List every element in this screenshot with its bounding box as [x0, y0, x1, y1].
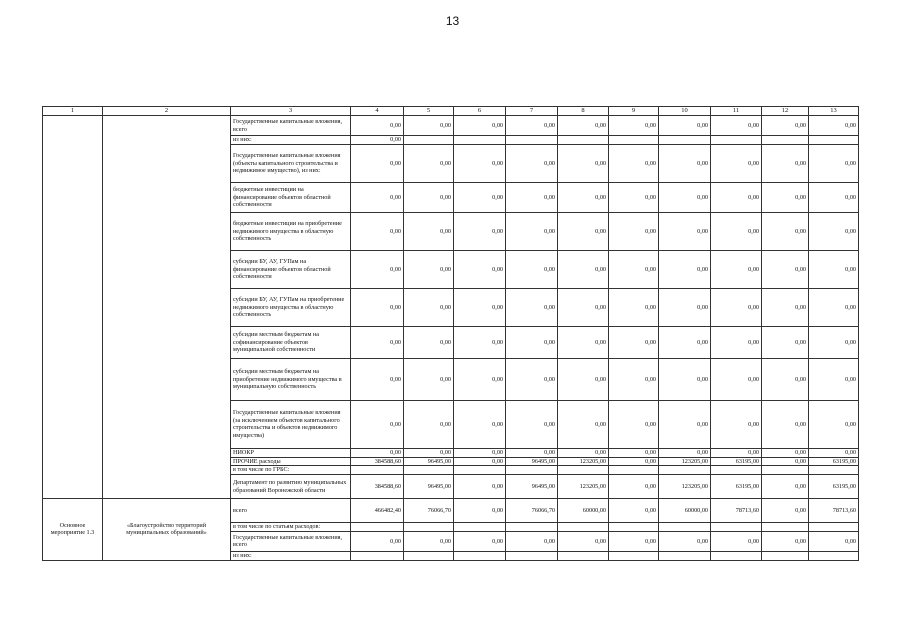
column-number: 4 — [351, 107, 404, 116]
amount-cell: 0,00 — [404, 212, 454, 250]
amount-cell — [506, 523, 558, 532]
amount-cell: 0,00 — [809, 358, 859, 400]
amount-cell: 0,00 — [659, 531, 711, 551]
amount-cell: 0,00 — [506, 144, 558, 182]
amount-cell — [809, 551, 859, 560]
measure-name-cell: «Благоустройство территорий муниципальных образований» — [103, 499, 231, 561]
amount-cell: 0,00 — [711, 212, 762, 250]
amount-cell: 0,00 — [762, 358, 809, 400]
amount-cell: 0,00 — [609, 288, 659, 326]
amount-cell — [404, 551, 454, 560]
amount-cell — [659, 551, 711, 560]
amount-cell: 0,00 — [558, 531, 609, 551]
amount-cell: 0,00 — [454, 326, 506, 358]
amount-cell — [558, 551, 609, 560]
amount-cell: 63195,00 — [809, 475, 859, 499]
amount-cell: 0,00 — [609, 531, 659, 551]
amount-cell: 0,00 — [454, 400, 506, 448]
amount-cell: 0,00 — [762, 457, 809, 466]
amount-cell: 0,00 — [711, 400, 762, 448]
amount-cell: 0,00 — [711, 116, 762, 136]
amount-cell: 0,00 — [506, 212, 558, 250]
amount-cell: 0,00 — [762, 400, 809, 448]
amount-cell: 0,00 — [351, 250, 404, 288]
amount-cell — [659, 466, 711, 475]
amount-cell: 0,00 — [506, 250, 558, 288]
amount-cell: 0,00 — [609, 182, 659, 212]
amount-cell: 0,00 — [809, 212, 859, 250]
amount-cell — [351, 466, 404, 475]
expense-label: НИОКР — [231, 448, 351, 457]
expense-label: из них: — [231, 136, 351, 145]
amount-cell — [659, 523, 711, 532]
amount-cell: 63195,00 — [711, 475, 762, 499]
amount-cell: 0,00 — [809, 326, 859, 358]
amount-cell: 0,00 — [762, 116, 809, 136]
amount-cell: 0,00 — [351, 400, 404, 448]
amount-cell: 0,00 — [558, 250, 609, 288]
amount-cell: 0,00 — [762, 326, 809, 358]
amount-cell: 0,00 — [762, 250, 809, 288]
amount-cell: 0,00 — [454, 499, 506, 523]
amount-cell: 0,00 — [762, 288, 809, 326]
amount-cell: 0,00 — [809, 144, 859, 182]
header-row — [43, 107, 859, 116]
amount-cell: 0,00 — [404, 144, 454, 182]
amount-cell: 60000,00 — [659, 499, 711, 523]
page-number: 13 — [445, 14, 460, 28]
amount-cell: 0,00 — [609, 475, 659, 499]
amount-cell: 0,00 — [404, 116, 454, 136]
amount-cell — [404, 466, 454, 475]
amount-cell — [351, 523, 404, 532]
amount-cell — [609, 136, 659, 145]
amount-cell: 0,00 — [609, 448, 659, 457]
amount-cell — [762, 551, 809, 560]
amount-cell — [762, 136, 809, 145]
amount-cell: 0,00 — [454, 116, 506, 136]
amount-cell: 0,00 — [558, 116, 609, 136]
amount-cell — [711, 523, 762, 532]
amount-cell: 0,00 — [351, 326, 404, 358]
amount-cell — [809, 136, 859, 145]
amount-cell: 0,00 — [762, 499, 809, 523]
amount-cell: 0,00 — [351, 531, 404, 551]
measure-code-cell: Основное мероприятие 1.3 — [43, 499, 103, 561]
amount-cell: 384588,60 — [351, 475, 404, 499]
expense-label: субсидии БУ, АУ, ГУПам на приобретение недвижимого имущества в областную собственность — [231, 288, 351, 326]
amount-cell: 0,00 — [454, 358, 506, 400]
expense-label: в том числе по статьям расходов: — [231, 523, 351, 532]
amount-cell: 0,00 — [609, 499, 659, 523]
amount-cell: 0,00 — [809, 531, 859, 551]
amount-cell — [454, 136, 506, 145]
column-number: 10 — [659, 107, 711, 116]
amount-cell — [558, 466, 609, 475]
amount-cell — [404, 523, 454, 532]
amount-cell: 0,00 — [558, 358, 609, 400]
amount-cell: 0,00 — [351, 116, 404, 136]
amount-cell: 0,00 — [762, 475, 809, 499]
amount-cell: 0,00 — [404, 182, 454, 212]
table-row — [43, 499, 859, 523]
amount-cell — [506, 136, 558, 145]
amount-cell — [454, 523, 506, 532]
column-number: 2 — [103, 107, 231, 116]
amount-cell: 0,00 — [506, 182, 558, 212]
measure-name-cell — [103, 116, 231, 499]
amount-cell — [351, 551, 404, 560]
amount-cell: 0,00 — [609, 250, 659, 288]
amount-cell: 78713,60 — [809, 499, 859, 523]
amount-cell — [711, 466, 762, 475]
amount-cell: 0,00 — [609, 326, 659, 358]
table-row — [43, 116, 859, 136]
expense-label: субсидии местным бюджетам на приобретение недвижимого имущества в муниципальную собственность — [231, 358, 351, 400]
amount-cell: 0,00 — [454, 144, 506, 182]
amount-cell — [609, 523, 659, 532]
amount-cell: 0,00 — [454, 531, 506, 551]
amount-cell: 0,00 — [404, 250, 454, 288]
amount-cell: 0,00 — [609, 116, 659, 136]
amount-cell: 60000,00 — [558, 499, 609, 523]
amount-cell: 0,00 — [351, 288, 404, 326]
amount-cell: 0,00 — [454, 457, 506, 466]
amount-cell: 0,00 — [609, 457, 659, 466]
amount-cell: 0,00 — [711, 326, 762, 358]
amount-cell: 76066,70 — [404, 499, 454, 523]
amount-cell: 0,00 — [762, 212, 809, 250]
amount-cell: 0,00 — [659, 448, 711, 457]
amount-cell: 0,00 — [659, 250, 711, 288]
amount-cell: 0,00 — [659, 288, 711, 326]
column-number: 11 — [711, 107, 762, 116]
amount-cell: 0,00 — [659, 358, 711, 400]
amount-cell — [762, 523, 809, 532]
column-number: 8 — [558, 107, 609, 116]
amount-cell: 63195,00 — [809, 457, 859, 466]
expense-label: Департамент по развитию муниципальных образований Воронежской области — [231, 475, 351, 499]
amount-cell: 0,00 — [558, 182, 609, 212]
column-number: 13 — [809, 107, 859, 116]
amount-cell: 0,00 — [454, 448, 506, 457]
amount-cell: 0,00 — [506, 400, 558, 448]
amount-cell: 123205,00 — [558, 457, 609, 466]
amount-cell: 0,00 — [809, 288, 859, 326]
amount-cell: 0,00 — [351, 144, 404, 182]
amount-cell — [762, 466, 809, 475]
amount-cell: 0,00 — [506, 288, 558, 326]
column-number: 3 — [231, 107, 351, 116]
column-number: 1 — [43, 107, 103, 116]
amount-cell: 0,00 — [659, 116, 711, 136]
amount-cell: 0,00 — [506, 531, 558, 551]
amount-cell: 0,00 — [558, 212, 609, 250]
amount-cell: 0,00 — [351, 212, 404, 250]
amount-cell: 0,00 — [809, 448, 859, 457]
amount-cell: 0,00 — [404, 358, 454, 400]
amount-cell: 0,00 — [809, 116, 859, 136]
measure-code-cell — [43, 116, 103, 499]
amount-cell: 96495,00 — [404, 475, 454, 499]
column-number: 7 — [506, 107, 558, 116]
expense-label: из них: — [231, 551, 351, 560]
amount-cell — [558, 136, 609, 145]
amount-cell — [711, 551, 762, 560]
expense-label: в том числе по ГРБС: — [231, 466, 351, 475]
expense-label: бюджетные инвестиции на финансирование объектов областной собственности — [231, 182, 351, 212]
amount-cell — [506, 466, 558, 475]
amount-cell: 0,00 — [659, 182, 711, 212]
amount-cell — [404, 136, 454, 145]
amount-cell: 0,00 — [609, 358, 659, 400]
expense-label: всего — [231, 499, 351, 523]
amount-cell: 0,00 — [404, 288, 454, 326]
amount-cell: 0,00 — [454, 182, 506, 212]
expense-label: субсидии местным бюджетам на софинансирование объектов муниципальной собственности — [231, 326, 351, 358]
amount-cell: 0,00 — [711, 182, 762, 212]
amount-cell: 123205,00 — [659, 475, 711, 499]
amount-cell: 96495,00 — [506, 475, 558, 499]
amount-cell: 0,00 — [711, 250, 762, 288]
amount-cell: 0,00 — [659, 326, 711, 358]
amount-cell — [454, 551, 506, 560]
amount-cell: 0,00 — [404, 400, 454, 448]
amount-cell: 0,00 — [659, 400, 711, 448]
amount-cell: 0,00 — [351, 448, 404, 457]
amount-cell: 0,00 — [506, 116, 558, 136]
column-number: 6 — [454, 107, 506, 116]
amount-cell — [659, 136, 711, 145]
amount-cell: 63195,00 — [711, 457, 762, 466]
amount-cell: 384588,60 — [351, 457, 404, 466]
amount-cell: 123205,00 — [659, 457, 711, 466]
amount-cell: 0,00 — [506, 326, 558, 358]
expense-label: субсидии БУ, АУ, ГУПам на финансирование объектов областной собственности — [231, 250, 351, 288]
amount-cell: 0,00 — [558, 448, 609, 457]
expense-label: ПРОЧИЕ расходы — [231, 457, 351, 466]
expense-label: Государственные капитальные вложения (объекты капитального строительства и недвижимое имущество), из них: — [231, 144, 351, 182]
amount-cell: 0,00 — [762, 448, 809, 457]
amount-cell: 0,00 — [558, 326, 609, 358]
amount-cell: 0,00 — [558, 288, 609, 326]
amount-cell — [506, 551, 558, 560]
amount-cell: 0,00 — [454, 250, 506, 288]
amount-cell: 0,00 — [609, 144, 659, 182]
amount-cell: 0,00 — [711, 358, 762, 400]
amount-cell: 0,00 — [711, 288, 762, 326]
amount-cell: 123205,00 — [558, 475, 609, 499]
amount-cell: 0,00 — [404, 448, 454, 457]
amount-cell: 0,00 — [454, 475, 506, 499]
amount-cell — [454, 466, 506, 475]
column-number: 12 — [762, 107, 809, 116]
amount-cell — [609, 466, 659, 475]
amount-cell: 0,00 — [351, 136, 404, 145]
amount-cell — [558, 523, 609, 532]
amount-cell: 0,00 — [609, 212, 659, 250]
amount-cell: 96495,00 — [404, 457, 454, 466]
expense-label: бюджетные инвестиции на приобретение недвижимого имущества в областную собственность — [231, 212, 351, 250]
amount-cell: 0,00 — [506, 448, 558, 457]
budget-table — [42, 106, 859, 561]
amount-cell: 0,00 — [558, 400, 609, 448]
amount-cell: 0,00 — [809, 400, 859, 448]
amount-cell: 0,00 — [454, 288, 506, 326]
expense-label: Государственные капитальные вложения (за исключением объектов капитального строительства и объектов недвижимого имущества) — [231, 400, 351, 448]
amount-cell: 0,00 — [609, 400, 659, 448]
amount-cell: 0,00 — [404, 326, 454, 358]
amount-cell: 76066,70 — [506, 499, 558, 523]
amount-cell — [711, 136, 762, 145]
amount-cell: 96495,00 — [506, 457, 558, 466]
amount-cell: 0,00 — [454, 212, 506, 250]
amount-cell: 0,00 — [711, 144, 762, 182]
amount-cell: 0,00 — [809, 250, 859, 288]
amount-cell: 0,00 — [558, 144, 609, 182]
expense-label: Государственные капитальные вложения, всего — [231, 531, 351, 551]
amount-cell: 0,00 — [762, 144, 809, 182]
amount-cell: 0,00 — [659, 144, 711, 182]
amount-cell: 466482,40 — [351, 499, 404, 523]
amount-cell — [809, 466, 859, 475]
amount-cell — [809, 523, 859, 532]
expense-label: Государственные капитальные вложения, всего — [231, 116, 351, 136]
column-number: 5 — [404, 107, 454, 116]
amount-cell: 0,00 — [351, 182, 404, 212]
amount-cell: 0,00 — [659, 212, 711, 250]
amount-cell — [609, 551, 659, 560]
amount-cell: 0,00 — [506, 358, 558, 400]
amount-cell: 0,00 — [711, 448, 762, 457]
column-number: 9 — [609, 107, 659, 116]
amount-cell: 0,00 — [762, 182, 809, 212]
amount-cell: 0,00 — [404, 531, 454, 551]
amount-cell: 0,00 — [711, 531, 762, 551]
amount-cell: 78713,60 — [711, 499, 762, 523]
amount-cell: 0,00 — [809, 182, 859, 212]
amount-cell: 0,00 — [351, 358, 404, 400]
amount-cell: 0,00 — [762, 531, 809, 551]
